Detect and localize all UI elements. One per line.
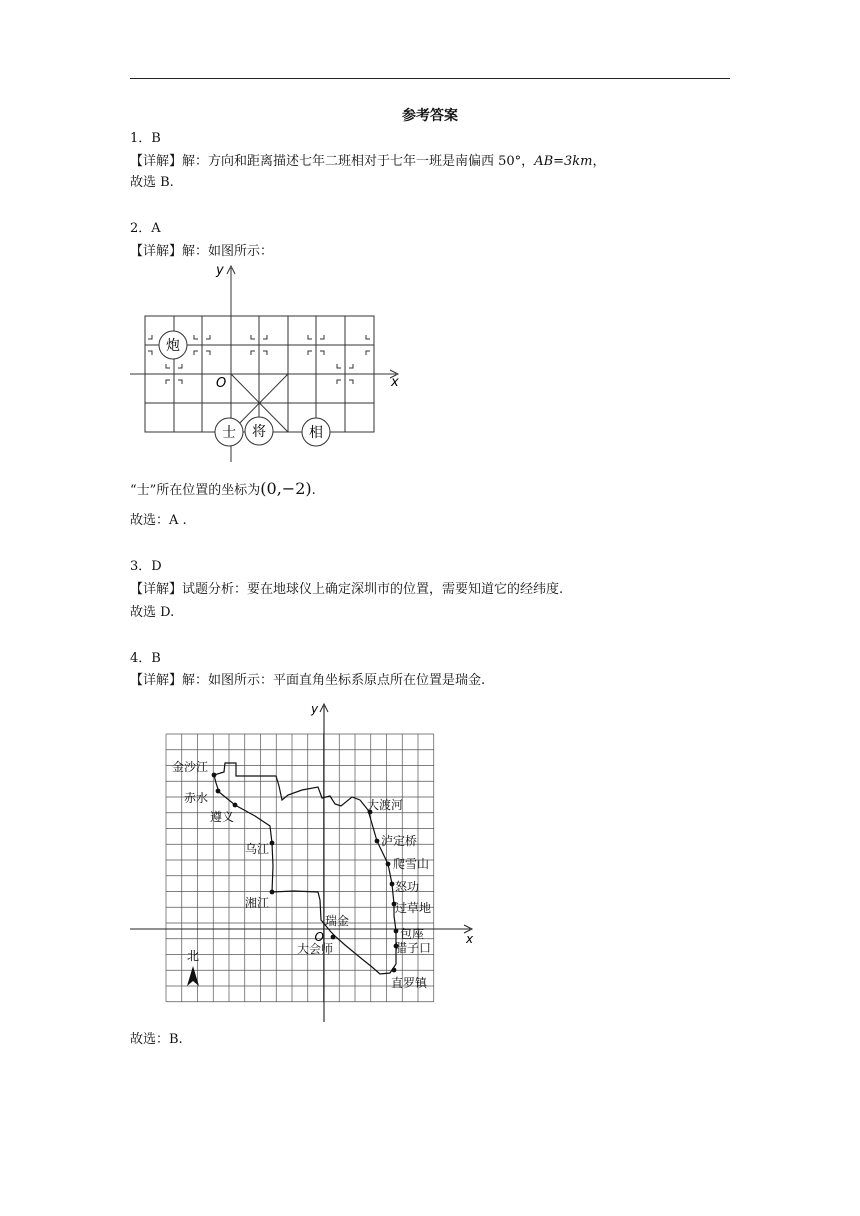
place-xiangjiang: 湘江 (245, 896, 270, 910)
q1-explanation-text: 【详解】解：方向和距离描述七年二班相对于七年一班是南偏西 50°， (130, 154, 535, 169)
place-lazikou: 腊子口 (395, 941, 432, 955)
q2-result-text: “士”所在位置的坐标为 (130, 483, 261, 498)
place-ludingqiao: 泸定桥 (381, 834, 418, 848)
q3-choice: 故选 D. (130, 605, 175, 620)
page-title: 参考答案 (402, 108, 458, 124)
place-ruijin: 瑞金 (325, 914, 350, 928)
q2-coordinate: (0,−2) (260, 479, 312, 498)
place-paxueshan: 爬雪山 (393, 857, 430, 871)
y-axis-label: y (216, 263, 224, 278)
place-chishui: 赤水 (184, 791, 209, 805)
piece-pao-label: 炮 (166, 338, 180, 354)
place-jinshajiang: 金沙江 (172, 760, 209, 774)
origin-label: O (216, 376, 227, 391)
north-label: 北 (187, 949, 200, 963)
map-origin-label: O (314, 930, 324, 944)
x-axis-label: x (391, 375, 399, 390)
q1-distance: AB=3km (534, 154, 593, 169)
q4-explanation: 【详解】解：如图所示：平面直角坐标系原点所在位置是瑞金. (130, 673, 486, 688)
place-zhiluozhen: 直罗镇 (391, 976, 428, 990)
q4-choice: 故选：B. (130, 1032, 183, 1047)
place-guocaodi: 过草地 (395, 901, 432, 915)
place-daduhe: 大渡河 (367, 798, 404, 812)
map-x-label: x (466, 932, 474, 946)
place-wujiang: 乌江 (245, 842, 270, 856)
place-nugong: 怒功 (395, 880, 420, 894)
place-zunyi: 遵义 (210, 810, 235, 824)
place-dahuishi: 大会师 (297, 942, 334, 956)
piece-shi-label: 士 (222, 425, 236, 441)
q2-choice: 故选：A . (130, 513, 187, 528)
piece-jiang-label: 将 (252, 424, 266, 440)
place-baozuo: 包座 (400, 927, 425, 941)
q1-choice: 故选 B. (130, 175, 174, 190)
q4-answer: 4．B (130, 651, 161, 666)
q2-explanation: 【详解】解：如图所示： (130, 244, 274, 259)
piece-xiang-label: 相 (309, 425, 323, 441)
q2-answer: 2．A (130, 221, 161, 236)
q3-answer: 3．D (130, 559, 162, 574)
q1-answer: 1．B (130, 131, 161, 146)
map-y-label: y (311, 702, 319, 716)
q1-explanation-end: ， (592, 154, 606, 169)
q2-result-end: . (311, 483, 316, 498)
q3-explanation: 【详解】试题分析：要在地球仪上确定深圳市的位置，需要知道它的经纬度. (130, 582, 564, 597)
